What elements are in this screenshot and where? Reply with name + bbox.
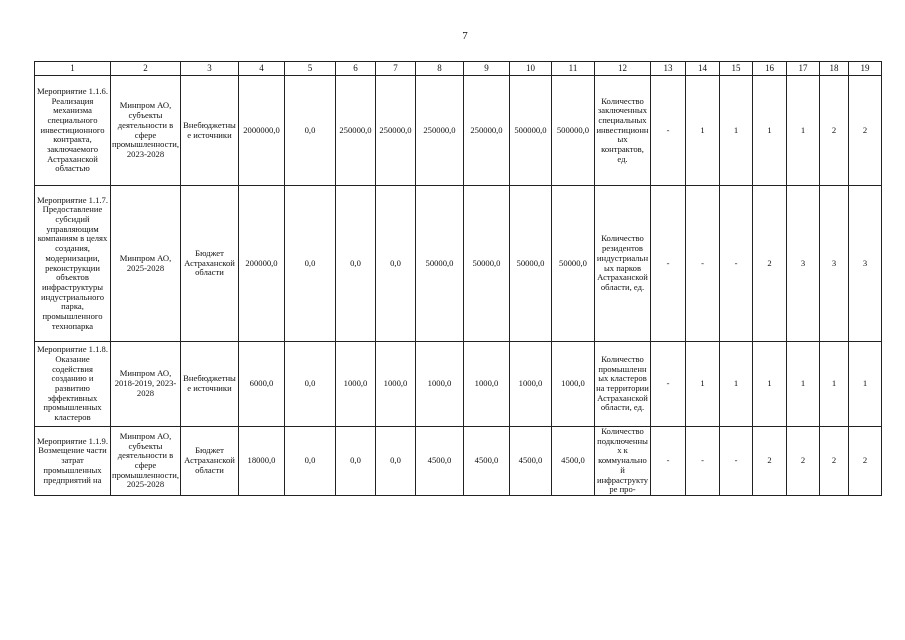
amount-cell: 50000,0 xyxy=(464,186,510,342)
amount-cell: 0,0 xyxy=(285,186,336,342)
table-row xyxy=(35,427,882,496)
target-cell: 1 xyxy=(720,76,753,186)
amount-cell: 6000,0 xyxy=(239,342,285,427)
indicator-cell: Количество подключенных к коммунальной инфраструктуре про- xyxy=(595,427,651,496)
table-row xyxy=(35,186,882,342)
amount-cell: 1000,0 xyxy=(552,342,595,427)
target-cell: 2 xyxy=(820,76,849,186)
amount-cell: 0,0 xyxy=(285,342,336,427)
program-activities-table xyxy=(34,61,882,496)
target-cell: 1 xyxy=(820,342,849,427)
column-header: 14 xyxy=(686,62,720,76)
target-cell: 2 xyxy=(753,186,787,342)
column-header: 19 xyxy=(849,62,882,76)
target-cell: 1 xyxy=(720,342,753,427)
indicator-cell: Количество заключенных специальных инвестиционных контрактов, ед. xyxy=(595,76,651,186)
target-cell: 1 xyxy=(753,76,787,186)
target-cell: 2 xyxy=(849,76,882,186)
column-header: 16 xyxy=(753,62,787,76)
amount-cell: 50000,0 xyxy=(416,186,464,342)
target-cell: 3 xyxy=(849,186,882,342)
column-header: 12 xyxy=(595,62,651,76)
amount-cell: 4500,0 xyxy=(510,427,552,496)
amount-cell: 250000,0 xyxy=(416,76,464,186)
column-header: 11 xyxy=(552,62,595,76)
column-number-row xyxy=(35,62,882,76)
activity-cell: Мероприятие 1.1.6. Реализация механизма специального инвестиционного контракта, заключаемого Астраханской областью xyxy=(35,76,111,186)
target-cell: 3 xyxy=(820,186,849,342)
funding-source-cell: Внебюджетные источники xyxy=(181,76,239,186)
executor-cell: Минпром АО, 2025-2028 xyxy=(111,186,181,342)
amount-cell: 1000,0 xyxy=(464,342,510,427)
amount-cell: 4500,0 xyxy=(416,427,464,496)
target-cell: - xyxy=(686,427,720,496)
amount-cell: 0,0 xyxy=(376,186,416,342)
amount-cell: 50000,0 xyxy=(510,186,552,342)
target-cell: 1 xyxy=(787,76,820,186)
target-cell: - xyxy=(651,186,686,342)
target-cell: - xyxy=(651,427,686,496)
amount-cell: 0,0 xyxy=(376,427,416,496)
amount-cell: 0,0 xyxy=(336,427,376,496)
amount-cell: 250000,0 xyxy=(464,76,510,186)
amount-cell: 250000,0 xyxy=(376,76,416,186)
activity-cell: Мероприятие 1.1.7. Предоставление субсидий управляющим компаниям в целях создания, модернизации, реконструкции объектов инфраструктуры индустриального парка, промышленного технопарка xyxy=(35,186,111,342)
funding-source-cell: Бюджет Астраханской области xyxy=(181,186,239,342)
target-cell: - xyxy=(720,427,753,496)
target-cell: 1 xyxy=(686,76,720,186)
amount-cell: 2000000,0 xyxy=(239,76,285,186)
target-cell: 2 xyxy=(753,427,787,496)
amount-cell: 0,0 xyxy=(285,76,336,186)
amount-cell: 0,0 xyxy=(285,427,336,496)
column-header: 3 xyxy=(181,62,239,76)
indicator-cell: Количество резидентов индустриальных парков Астраханской области, ед. xyxy=(595,186,651,342)
column-header: 8 xyxy=(416,62,464,76)
target-cell: 1 xyxy=(787,342,820,427)
column-header: 6 xyxy=(336,62,376,76)
amount-cell: 1000,0 xyxy=(510,342,552,427)
amount-cell: 200000,0 xyxy=(239,186,285,342)
amount-cell: 4500,0 xyxy=(552,427,595,496)
funding-source-cell: Бюджет Астраханской области xyxy=(181,427,239,496)
amount-cell: 50000,0 xyxy=(552,186,595,342)
amount-cell: 4500,0 xyxy=(464,427,510,496)
amount-cell: 500000,0 xyxy=(552,76,595,186)
column-header: 9 xyxy=(464,62,510,76)
amount-cell: 1000,0 xyxy=(376,342,416,427)
amount-cell: 18000,0 xyxy=(239,427,285,496)
funding-source-cell: Внебюджетные источники xyxy=(181,342,239,427)
column-header: 4 xyxy=(239,62,285,76)
column-header: 13 xyxy=(651,62,686,76)
target-cell: 3 xyxy=(787,186,820,342)
target-cell: - xyxy=(720,186,753,342)
column-header: 1 xyxy=(35,62,111,76)
target-cell: 2 xyxy=(787,427,820,496)
activity-cell: Мероприятие 1.1.8. Оказание содействия созданию и развитию эффективных промышленных кластеров xyxy=(35,342,111,427)
amount-cell: 1000,0 xyxy=(336,342,376,427)
target-cell: 2 xyxy=(820,427,849,496)
executor-cell: Минпром АО, субъекты деятельности в сфере промышленности, 2023-2028 xyxy=(111,76,181,186)
activity-cell: Мероприятие 1.1.9. Возмещение части затрат промышленных предприятий на xyxy=(35,427,111,496)
column-header: 17 xyxy=(787,62,820,76)
table-row xyxy=(35,76,882,186)
column-header: 15 xyxy=(720,62,753,76)
column-header: 2 xyxy=(111,62,181,76)
amount-cell: 0,0 xyxy=(336,186,376,342)
amount-cell: 250000,0 xyxy=(336,76,376,186)
column-header: 7 xyxy=(376,62,416,76)
target-cell: 2 xyxy=(849,427,882,496)
target-cell: - xyxy=(651,76,686,186)
target-cell: - xyxy=(651,342,686,427)
column-header: 10 xyxy=(510,62,552,76)
column-header: 5 xyxy=(285,62,336,76)
column-header: 18 xyxy=(820,62,849,76)
target-cell: 1 xyxy=(753,342,787,427)
indicator-cell: Количество промышленных кластеров на территории Астраханской области, ед. xyxy=(595,342,651,427)
target-cell: 1 xyxy=(686,342,720,427)
amount-cell: 1000,0 xyxy=(416,342,464,427)
page-number: 7 xyxy=(462,30,468,42)
target-cell: 1 xyxy=(849,342,882,427)
amount-cell: 500000,0 xyxy=(510,76,552,186)
executor-cell: Минпром АО, субъекты деятельности в сфере промышленности, 2025-2028 xyxy=(111,427,181,496)
target-cell: - xyxy=(686,186,720,342)
executor-cell: Минпром АО, 2018-2019, 2023-2028 xyxy=(111,342,181,427)
table-row xyxy=(35,342,882,427)
